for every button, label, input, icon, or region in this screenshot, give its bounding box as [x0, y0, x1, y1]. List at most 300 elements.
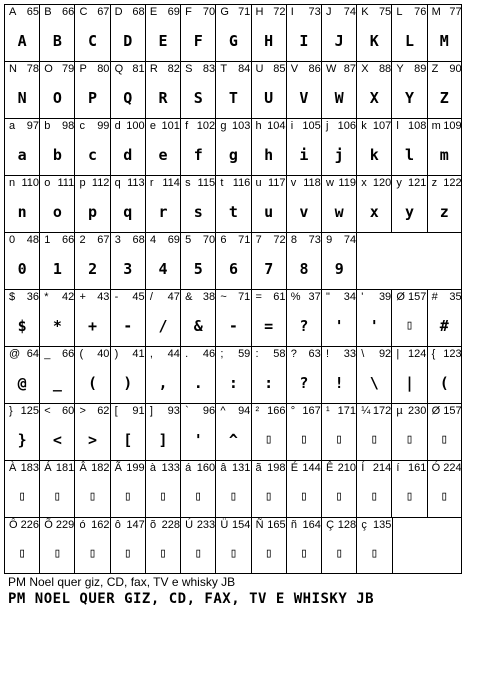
missing-glyph-box: ▯ — [335, 546, 344, 561]
glyph-label — [77, 519, 111, 532]
glyph-preview: k — [369, 146, 379, 164]
glyph-preview: M — [439, 32, 449, 50]
glyph-code: 106 — [337, 120, 356, 132]
glyph-preview: ? — [299, 374, 309, 392]
glyph-code: 128 — [337, 519, 357, 531]
glyph-preview: Y — [405, 89, 415, 107]
glyph-code: 60 — [61, 405, 75, 417]
missing-glyph-box: ▯ — [229, 489, 238, 504]
glyph-char: : — [255, 348, 259, 360]
glyph-code: 66 — [61, 348, 75, 360]
glyph-label — [324, 405, 358, 418]
glyph-char: " — [325, 291, 330, 303]
glyph-preview: [ — [123, 431, 133, 449]
glyph-preview: * — [52, 317, 62, 335]
glyph-char: & — [185, 291, 193, 303]
glyph-preview: f — [193, 146, 203, 164]
glyph-code: 93 — [167, 405, 180, 417]
glyph-code: 82 — [167, 63, 180, 75]
empty-cell — [427, 232, 462, 289]
glyph-code: 70 — [202, 234, 216, 246]
glyph-char: d — [114, 120, 121, 132]
glyph-label — [42, 120, 76, 133]
glyph-char: ã — [255, 462, 262, 474]
glyph-code: 70 — [202, 6, 216, 18]
glyph-code: 161 — [408, 462, 427, 474]
glyph-preview: c — [88, 146, 98, 164]
glyph-cell — [39, 289, 74, 346]
glyph-cell — [321, 118, 356, 175]
glyph-code: 104 — [267, 120, 286, 132]
sample-text-plain: PM Noel quer giz, CD, fax, TV e whisky JB — [8, 575, 236, 589]
glyph-char: ¹ — [325, 405, 330, 417]
glyph-label — [218, 177, 252, 190]
glyph-code: 88 — [378, 63, 392, 75]
glyph-label — [113, 177, 147, 190]
glyph-code: 99 — [97, 120, 110, 132]
glyph-code: 75 — [378, 6, 392, 18]
glyph-char: / — [149, 291, 153, 303]
glyph-label — [394, 6, 428, 19]
glyph-cell — [4, 61, 39, 118]
glyph-code: 116 — [232, 177, 251, 189]
glyph-cell — [74, 403, 109, 460]
glyph-char: 5 — [185, 234, 192, 246]
glyph-preview: & — [193, 317, 203, 335]
glyph-preview: W — [334, 89, 344, 107]
glyph-label — [394, 120, 428, 133]
glyph-char: t — [220, 177, 224, 189]
glyph-label — [183, 291, 217, 304]
glyph-label — [430, 6, 464, 19]
missing-glyph-box: ▯ — [299, 489, 308, 504]
glyph-label — [7, 519, 41, 532]
glyph-code: 72 — [273, 6, 286, 18]
glyph-code: 92 — [378, 348, 392, 360]
glyph-code: 123 — [443, 348, 462, 360]
glyph-cell — [391, 289, 426, 346]
glyph-code: 111 — [57, 177, 75, 189]
glyph-label — [42, 234, 76, 247]
glyph-code: 109 — [443, 120, 462, 132]
glyph-preview: w — [334, 203, 344, 221]
glyph-cell — [356, 118, 391, 175]
glyph-code: 67 — [97, 6, 110, 18]
glyph-char: ° — [290, 405, 296, 417]
glyph-label — [324, 63, 358, 76]
glyph-char: Y — [396, 63, 404, 75]
glyph-label — [42, 462, 76, 475]
glyph-char: y — [396, 177, 402, 189]
grid-row — [4, 289, 462, 346]
glyph-cell — [321, 289, 356, 346]
glyph-char: Q — [114, 63, 124, 75]
glyph-code: 125 — [20, 405, 39, 417]
glyph-label — [359, 462, 393, 475]
glyph-cell — [251, 232, 286, 289]
glyph-cell — [286, 232, 321, 289]
glyph-code: 73 — [308, 6, 321, 18]
glyph-code: 171 — [337, 405, 356, 417]
glyph-label — [254, 6, 288, 19]
missing-glyph-box: ▯ — [159, 546, 167, 561]
glyph-char: Ø — [396, 291, 405, 303]
glyph-code: 62 — [97, 405, 110, 417]
glyph-code: 96 — [202, 405, 216, 417]
grid-row — [4, 4, 462, 61]
glyph-preview: j — [334, 146, 344, 164]
glyph-char: i — [290, 120, 294, 132]
glyph-preview: \ — [369, 374, 379, 392]
glyph-cell — [180, 61, 215, 118]
glyph-code: 115 — [197, 177, 216, 189]
glyph-cell — [180, 346, 215, 403]
glyph-cell — [4, 232, 39, 289]
missing-glyph-box: ▯ — [264, 489, 273, 504]
glyph-preview: O — [52, 89, 62, 107]
glyph-preview: s — [193, 203, 203, 221]
glyph-label — [430, 120, 464, 133]
glyph-preview: ' — [369, 317, 379, 335]
glyph-preview: g — [228, 146, 238, 164]
missing-glyph-box: ▯ — [88, 546, 97, 561]
glyph-char: e — [149, 120, 156, 132]
missing-glyph-box: ▯ — [370, 489, 379, 504]
glyph-char: o — [44, 177, 51, 189]
glyph-cell — [110, 517, 145, 574]
glyph-preview: 5 — [193, 260, 203, 278]
missing-glyph-box: ▯ — [440, 432, 449, 447]
glyph-char: N — [9, 63, 17, 75]
glyph-cell — [391, 403, 426, 460]
missing-glyph-box: ▯ — [123, 489, 132, 504]
glyph-cell — [74, 232, 109, 289]
glyph-char: ~ — [220, 291, 227, 303]
glyph-preview: / — [158, 317, 168, 335]
glyph-cell — [215, 175, 250, 232]
glyph-char: h — [255, 120, 262, 132]
glyph-label — [7, 291, 41, 304]
glyph-label — [324, 120, 358, 133]
glyph-preview: + — [88, 317, 98, 335]
grid-row — [4, 61, 462, 118]
glyph-code: 40 — [97, 348, 110, 360]
glyph-label — [254, 234, 288, 247]
glyph-char: ñ — [290, 519, 297, 531]
glyph-char: X — [361, 63, 369, 75]
glyph-label — [254, 462, 288, 475]
glyph-char: ô — [114, 519, 121, 531]
missing-glyph-box: ▯ — [159, 489, 167, 504]
glyph-code: 42 — [61, 291, 75, 303]
glyph-code: 81 — [132, 63, 145, 75]
glyph-cell — [286, 517, 321, 574]
glyph-label — [7, 234, 41, 247]
glyph-cell — [74, 517, 109, 574]
glyph-char: 1 — [44, 234, 51, 246]
glyph-code: 162 — [91, 519, 110, 531]
glyph-code: 85 — [273, 63, 286, 75]
glyph-preview: 3 — [123, 260, 133, 278]
glyph-preview: C — [88, 32, 98, 50]
missing-glyph-box: ▯ — [18, 489, 27, 504]
glyph-char: T — [220, 63, 228, 75]
glyph-code: 135 — [372, 519, 392, 531]
glyph-char: Z — [431, 63, 439, 75]
glyph-cell — [145, 175, 180, 232]
glyph-code: 74 — [343, 234, 357, 246]
glyph-cell — [39, 175, 74, 232]
glyph-label — [254, 291, 288, 304]
glyph-label — [77, 462, 111, 475]
glyph-char: O — [44, 63, 53, 75]
glyph-label — [113, 291, 147, 304]
glyph-code: 37 — [308, 291, 321, 303]
glyph-code: 112 — [91, 177, 110, 189]
glyph-label — [289, 177, 323, 190]
glyph-preview: ) — [123, 374, 133, 392]
glyph-label — [324, 291, 358, 304]
glyph-code: 157 — [408, 291, 427, 303]
glyph-code: 164 — [302, 519, 321, 531]
glyph-char: g — [220, 120, 227, 132]
glyph-char: | — [396, 348, 400, 360]
glyph-char: % — [290, 291, 301, 303]
glyph-cell — [391, 175, 426, 232]
glyph-cell — [39, 403, 74, 460]
glyph-char: Ó — [431, 462, 441, 474]
glyph-char: # — [431, 291, 438, 303]
glyph-preview: r — [158, 203, 168, 221]
glyph-label — [183, 519, 217, 532]
glyph-cell — [110, 61, 145, 118]
glyph-preview: U — [264, 89, 274, 107]
glyph-label — [7, 63, 41, 76]
glyph-label — [430, 291, 464, 304]
missing-glyph-box: ▯ — [370, 432, 379, 447]
glyph-cell — [286, 460, 321, 517]
glyph-char: ( — [79, 348, 84, 360]
glyph-char: \ — [361, 348, 365, 360]
glyph-preview: _ — [52, 374, 62, 392]
missing-glyph-box: ▯ — [88, 489, 97, 504]
glyph-preview: 6 — [229, 260, 239, 278]
glyph-label — [218, 234, 252, 247]
glyph-preview: L — [405, 32, 415, 50]
glyph-label — [77, 63, 111, 76]
glyph-cell — [427, 4, 462, 61]
glyph-cell — [356, 289, 391, 346]
glyph-code: 39 — [378, 291, 392, 303]
glyph-cell — [4, 403, 39, 460]
glyph-label — [77, 120, 111, 133]
glyph-label — [289, 6, 323, 19]
glyph-preview: ( — [439, 374, 449, 392]
glyph-code: 67 — [97, 234, 110, 246]
glyph-code: 121 — [408, 177, 427, 189]
glyph-preview: x — [369, 203, 379, 221]
glyph-preview: b — [52, 146, 62, 164]
glyph-char: v — [290, 177, 297, 189]
glyph-code: 172 — [372, 405, 392, 417]
glyph-label — [324, 234, 358, 247]
glyph-preview: > — [88, 431, 98, 449]
glyph-cell — [427, 346, 462, 403]
glyph-cell — [74, 4, 109, 61]
glyph-char: > — [79, 405, 86, 417]
glyph-cell — [39, 232, 74, 289]
glyph-cell — [74, 289, 109, 346]
glyph-cell — [356, 346, 391, 403]
glyph-cell — [4, 118, 39, 175]
glyph-char: < — [44, 405, 51, 417]
glyph-cell — [215, 4, 250, 61]
glyph-label — [7, 177, 41, 190]
glyph-label — [254, 177, 288, 190]
grid-row — [4, 118, 462, 175]
glyph-preview: # — [439, 317, 449, 335]
glyph-char: w — [325, 177, 334, 189]
glyph-label — [430, 177, 464, 190]
glyph-cell — [180, 289, 215, 346]
glyph-label — [148, 234, 182, 247]
glyph-cell — [356, 403, 391, 460]
grid-row — [4, 346, 462, 403]
glyph-char: B — [44, 6, 52, 18]
glyph-preview: | — [405, 374, 415, 392]
glyph-code: 110 — [21, 177, 39, 189]
glyph-cell — [391, 346, 426, 403]
glyph-preview: } — [17, 431, 27, 449]
glyph-code: 226 — [20, 519, 39, 531]
glyph-char: a — [9, 120, 16, 132]
grid-row — [4, 175, 462, 232]
glyph-char: G — [220, 6, 229, 18]
glyph-label — [394, 177, 428, 190]
glyph-char: n — [9, 177, 16, 189]
glyph-char: À — [9, 462, 17, 474]
glyph-code: 89 — [414, 63, 427, 75]
glyph-code: 100 — [126, 120, 145, 132]
glyph-label — [254, 348, 288, 361]
glyph-preview: 7 — [264, 260, 274, 278]
glyph-code: 61 — [273, 291, 286, 303]
glyph-char: * — [44, 291, 49, 303]
glyph-label — [113, 120, 147, 133]
glyph-char: - — [114, 291, 119, 303]
glyph-cell — [180, 403, 215, 460]
glyph-preview: v — [299, 203, 309, 221]
glyph-preview: t — [228, 203, 238, 221]
glyph-label — [7, 348, 41, 361]
grid-row — [4, 517, 462, 574]
glyph-code: 107 — [372, 120, 392, 132]
glyph-label — [218, 462, 252, 475]
glyph-char: f — [185, 120, 189, 132]
glyph-cell — [215, 517, 250, 574]
glyph-label — [254, 120, 288, 133]
glyph-label — [42, 405, 76, 418]
glyph-label — [394, 462, 428, 475]
glyph-char: ? — [290, 348, 297, 360]
glyph-cell — [251, 175, 286, 232]
glyph-label — [218, 519, 252, 532]
glyph-preview: - — [228, 317, 238, 335]
glyph-cell — [39, 517, 74, 574]
glyph-label — [113, 6, 147, 19]
glyph-code: 181 — [55, 462, 75, 474]
glyph-char: K — [361, 6, 369, 18]
glyph-code: 133 — [161, 462, 180, 474]
missing-glyph-box: ▯ — [440, 489, 449, 504]
glyph-char: , — [149, 348, 153, 360]
glyph-preview: ^ — [228, 431, 238, 449]
glyph-preview: m — [439, 146, 449, 164]
empty-cell — [392, 232, 427, 289]
glyph-preview: S — [193, 89, 203, 107]
glyph-code: 41 — [132, 348, 145, 360]
glyph-label — [148, 177, 182, 190]
missing-glyph-box: ▯ — [123, 546, 132, 561]
glyph-label — [359, 405, 393, 418]
missing-glyph-box: ▯ — [264, 546, 273, 561]
glyph-label — [324, 519, 358, 532]
glyph-char: õ — [149, 519, 157, 531]
glyph-code: 45 — [132, 291, 145, 303]
glyph-cell — [110, 4, 145, 61]
glyph-char: q — [114, 177, 121, 189]
glyph-code: 210 — [337, 462, 356, 474]
glyph-code: 122 — [443, 177, 462, 189]
missing-glyph-box: ▯ — [335, 432, 343, 447]
glyph-code: 166 — [267, 405, 286, 417]
glyph-cell — [391, 118, 426, 175]
glyph-char: L — [396, 6, 403, 18]
glyph-code: 224 — [443, 462, 462, 474]
glyph-code: 90 — [449, 63, 462, 75]
missing-glyph-box: ▯ — [370, 546, 379, 561]
glyph-preview: = — [264, 317, 274, 335]
glyph-cell — [4, 175, 39, 232]
glyph-char: U — [255, 63, 264, 75]
glyph-char: Õ — [44, 519, 53, 531]
glyph-label — [7, 462, 41, 475]
glyph-code: 65 — [26, 6, 39, 18]
glyph-label — [183, 348, 217, 361]
glyph-char: $ — [9, 291, 16, 303]
glyph-cell — [145, 118, 180, 175]
glyph-code: 64 — [26, 348, 39, 360]
glyph-cell — [180, 517, 215, 574]
glyph-label — [430, 63, 464, 76]
glyph-char: ] — [149, 405, 153, 417]
glyph-char: z — [431, 177, 438, 189]
glyph-code: 71 — [238, 291, 251, 303]
glyph-char: I — [290, 6, 294, 18]
glyph-label — [218, 120, 252, 133]
glyph-label — [77, 348, 111, 361]
glyph-code: 84 — [238, 63, 251, 75]
glyph-char: Ü — [220, 519, 229, 531]
glyph-cell — [215, 403, 250, 460]
glyph-preview: d — [123, 146, 133, 164]
glyph-cell — [180, 232, 215, 289]
glyph-char: ó — [79, 519, 86, 531]
glyph-label — [77, 234, 111, 247]
glyph-preview: Q — [123, 89, 133, 107]
glyph-cell — [145, 517, 180, 574]
glyph-char: í — [396, 462, 400, 474]
